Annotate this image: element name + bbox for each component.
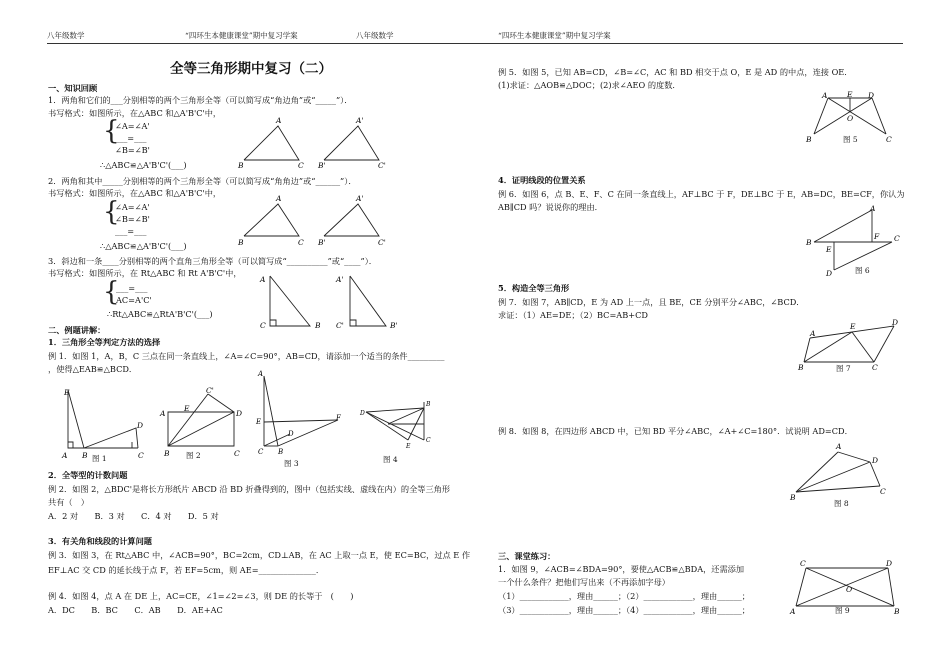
k3-label-b: B [315,321,321,330]
fig1-label-e: E [64,388,70,397]
k2-label-a: A [276,194,282,203]
example-2-line1: 例 2．如图 2，△BDC'是将长方形纸片 ABCD 沿 BD 折叠得到的，图中（包括实线、虚线在内）的全等三角形 [48,484,451,494]
fig3-label-d: D [288,430,294,438]
fig2-label-c: C [234,449,240,458]
figure-6-caption: 图 6 [855,266,870,275]
fig5-label-o: O [847,114,854,123]
section-5: 5．构造全等三角形 [498,283,570,293]
fig6-label-c: C [894,234,900,243]
fig5-label-d: D [868,91,875,100]
header-left-grade: 八年级数学 [47,31,85,40]
header-left-title: “四环生本健康课堂”期中复习学案 [185,31,298,40]
fig6-label-a: A [870,204,876,213]
example-3-line2: EF⊥AC 交 CD 的延长线于点 F，若 EF=5cm，则 AE=______________． [48,565,325,575]
figure-6 [802,200,902,278]
k1-cond-3: ∠B=∠B' [115,145,150,155]
example-7-line2: 求证：（1）AE=DE；（2）BC=AB+CD [498,310,648,320]
fig5-label-b: B [806,135,812,144]
k2-conclusion: ∴△ABC≌△A'B'C'(___) [100,241,187,251]
k1-conclusion: ∴△ABC≌△A'B'C'(___) [100,160,187,170]
fig4-label-d: D [360,410,365,417]
fig1-label-b: B [82,451,88,460]
figure-7-caption: 图 7 [836,364,851,373]
subsection-1: 1．三角形全等判定方法的选择 [48,337,161,347]
fig2-label-c2: C' [206,386,214,395]
example-4-options: A．DC B．BC C．AB D．AE+AC [48,605,223,615]
fig7-label-b: B [798,363,804,372]
fig1-label-c: C [138,451,144,460]
fig3-label-c: C [258,448,264,456]
figure-8-caption: 图 8 [834,499,849,508]
fig5-label-c: C [886,135,892,144]
subsection-3: 3．有关角和线段的计算问题 [48,536,152,546]
example-3-line1: 例 3．如图 3，在 Rt△ABC 中，∠ACB=90°，BC=2cm，CD⊥AB，在 AC 上取一点 E，使 EC=BC，过点 E 作 [48,550,471,560]
practice-1-answers-1: （1）____________，理由______；（2）____________，理由______； [498,591,750,601]
fig3-label-f: F [336,414,341,422]
k3-label-b2: B' [390,321,398,330]
fig2-label-d: D [236,409,243,418]
fig4-label-c: C [426,437,431,444]
fig7-label-d: D [892,318,899,327]
k3-label-c: C [260,321,266,330]
k3-label-a: A [260,275,266,284]
figure-k3-right-triangles [258,270,408,332]
fig3-label-b: B [278,448,284,456]
fig3-label-a: A [258,370,264,378]
header-rule [47,43,903,44]
fig6-label-b: B [806,238,812,247]
brace-3: { [103,277,120,307]
example-7-line1: 例 7．如图 7，AB∥CD，E 为 AD 上一点，且 BE，CE 分别平分∠ABC，∠BCD． [498,297,805,307]
knowledge-2-format: 书写格式：如图所示，在△ABC 和△A'B'C'中， [48,188,222,198]
figure-5-caption: 图 5 [843,135,858,144]
k1-label-c2: C' [378,161,386,170]
k2-label-b: B [238,238,244,247]
k1-cond-2: ___=___ [115,133,147,143]
figure-1 [58,384,150,462]
subsection-2: 2．全等型的计数问题 [48,470,128,480]
header-right-title: “四环生本健康课堂”期中复习学案 [498,31,611,40]
fig1-label-d: D [137,421,144,430]
k1-cond-1: ∠A=∠A' [115,121,150,131]
k1-label-c: C [298,161,304,170]
practice-1-line1: 1．如图 9，∠ACB=∠BDA=90°，要使△ACB≌△BDA，还需添加 [498,564,745,574]
example-6-line2: AB∥CD 吗？说说你的理由． [498,202,603,212]
k3-label-c2: C' [336,321,344,330]
fig9-label-a: A [790,607,796,616]
brace-1: { [103,116,120,146]
fig9-label-c: C [800,559,806,568]
figure-2 [156,384,242,456]
example-2-line2: 共有（ ） [48,497,89,507]
knowledge-3-format: 书写格式：如图所示，在 Rt△ABC 和 Rt A'B'C'中， [48,268,242,278]
k2-cond-2: ∠B=∠B' [115,214,150,224]
figure-4-caption: 图 4 [383,455,398,464]
figure-7 [798,316,904,374]
section-knowledge-review: 一、知识回顾 [48,83,98,93]
k3-conclusion: ∴Rt△ABC≌△RtA'B'C'(___) [107,309,213,319]
fig2-label-a: A [160,409,166,418]
fig5-label-e: E [847,90,853,99]
k2-label-c: C [298,238,304,247]
k2-cond-3: ___=___ [115,226,147,236]
fig7-label-e: E [850,322,856,331]
practice-1-line2: 一个什么条件？把他们写出来（不再添加字母） [498,577,670,587]
knowledge-2: 2．两角和其中_____分别相等的两个三角形全等（可以简写成“角角边”或“______”）． [48,176,357,186]
knowledge-3: 3．斜边和一条____分别相等的两个直角三角形全等（可以简写成“__________”或“____”）． [48,256,377,266]
section-examples: 二、例题讲解： [48,325,106,335]
figure-1-caption: 图 1 [92,454,107,463]
fig2-label-e: E [184,404,190,413]
fig9-label-o: O [846,585,853,594]
figure-k2-triangles [236,194,396,250]
example-2-options: A．2 对 B．3 对 C．4 对 D．5 对 [48,511,219,521]
example-1-line1: 例 1．如图 1，A，B，C 三点在同一条直线上，∠A=∠C=90°，AB=CD，请添加一个适当的条件_________ [48,351,445,361]
fig6-label-d: D [826,269,833,278]
k1-label-b: B [238,161,244,170]
k3-cond-2: AC=A'C' [116,295,152,305]
fig2-label-b: B [164,449,170,458]
k2-label-b2: B' [318,238,326,247]
figure-4 [358,398,438,450]
fig4-label-b: B [426,401,431,408]
fig3-label-e: E [256,418,262,426]
example-5-line2: (1)求证：△AOB≌△DOC；(2)求∠AEO 的度数． [498,80,681,90]
fig7-label-a: A [810,329,816,338]
fig9-label-b: B [894,607,900,616]
practice-1-answers-2: （3）____________，理由______；（4）____________，理由______； [498,605,750,615]
figure-9-caption: 图 9 [835,606,850,615]
fig6-label-f: F [874,232,880,241]
k1-label-b2: B' [318,161,326,170]
k3-cond-1: ___=___ [116,283,148,293]
fig5-label-a: A [822,91,828,100]
fig8-label-d: D [872,456,879,465]
section-practice: 三、课堂练习： [498,551,556,561]
fig6-label-e: E [826,245,832,254]
figure-2-caption: 图 2 [186,451,201,460]
fig9-label-d: D [886,559,893,568]
k1-label-a2: A' [356,116,364,125]
k3-label-a2: A' [336,275,344,284]
knowledge-1-format: 书写格式：如图所示，在△ABC 和△A'B'C'中， [48,108,222,118]
example-8: 例 8．如图 8，在四边形 ABCD 中，已知 BD 平分∠ABC，∠A+∠C=180°．试说明 AD=CD． [498,426,853,436]
k2-cond-1: ∠A=∠A' [115,202,150,212]
fig8-label-b: B [790,493,796,502]
fig8-label-a: A [836,442,842,451]
example-6-line1: 例 6．如图 6，点 B、E、F、C 在同一条直线上，AF⊥BC 于 F，DE⊥BC 于 E，AB=DC，BE=CF，你认为 [498,189,905,199]
figure-3-caption: 图 3 [284,459,299,468]
k1-label-a: A [276,116,282,125]
page-title: 全等三角形期中复习（二） [170,61,332,77]
fig4-label-e: E [406,443,411,450]
example-1-line2: ，使得△EAB≌△BCD． [48,364,138,374]
example-4: 例 4．如图 4，点 A 在 DE 上，AC=CE，∠1=∠2=∠3，则 DE 的长等于 ( ) [48,591,354,601]
figure-8 [790,440,890,500]
figure-k1-triangles [236,112,396,172]
knowledge-1: 1．两角和它们的___分别相等的两个三角形全等（可以简写成“角边角”或“_____”）． [48,95,353,105]
section-4: 4．证明线段的位置关系 [498,175,586,185]
k2-label-c2: C' [378,238,386,247]
fig1-label-a: A [62,451,68,460]
k2-label-a2: A' [356,194,364,203]
fig8-label-c: C [880,487,886,496]
fig7-label-c: C [872,363,878,372]
figure-3 [254,372,344,456]
header-right-grade: 八年级数学 [356,31,394,40]
brace-2: { [103,197,120,227]
example-5-line1: 例 5．如图 5，已知 AB=CD，∠B=∠C，AC 和 BD 相交于点 O，E 是 AD 的中点，连接 OE． [498,67,853,77]
